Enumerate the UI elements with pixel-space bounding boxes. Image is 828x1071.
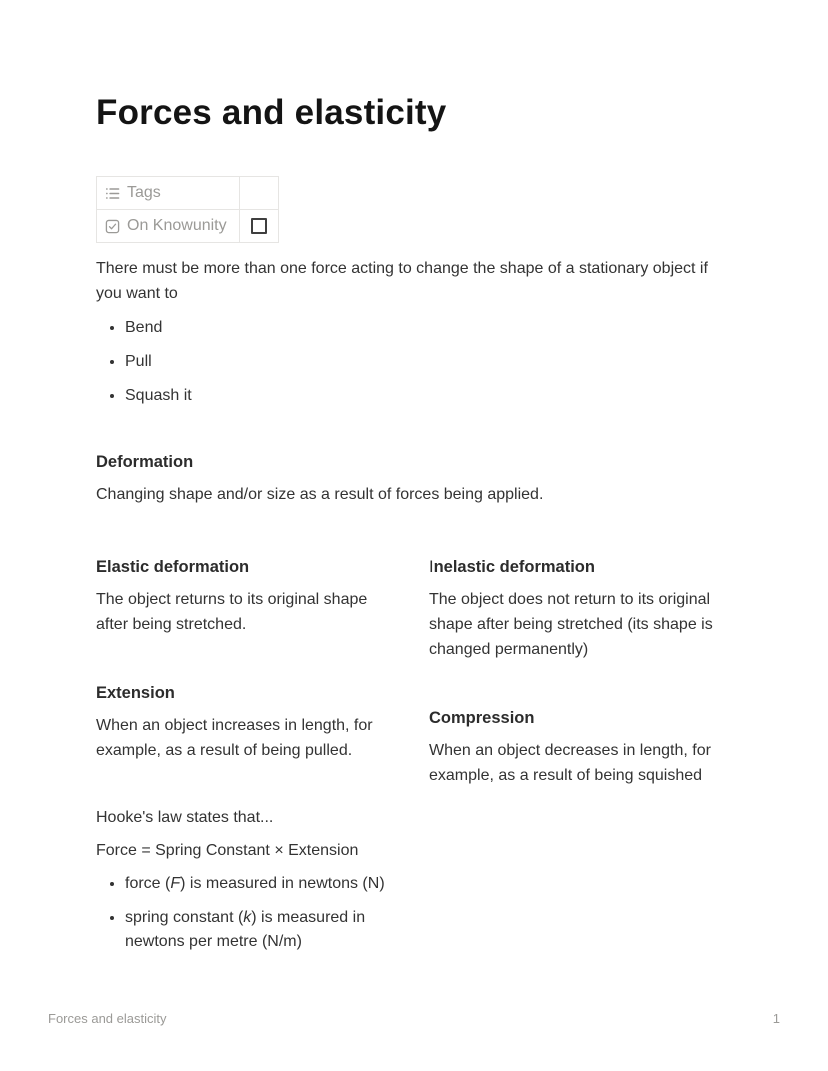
page-footer bbox=[48, 1011, 780, 1027]
extension-heading: Extension bbox=[96, 684, 175, 702]
hookes-law-bullet-list bbox=[96, 872, 399, 954]
intro-bullet-list bbox=[96, 316, 732, 408]
spring-constant-symbol: k bbox=[243, 909, 252, 926]
list-item bbox=[125, 384, 732, 408]
property-tags-value[interactable] bbox=[240, 177, 279, 210]
force-symbol: F bbox=[170, 875, 181, 892]
properties-table bbox=[96, 176, 279, 243]
inelastic-deformation-heading bbox=[429, 555, 732, 579]
property-knowunity-label: On Knowunity bbox=[127, 217, 227, 234]
left-column bbox=[96, 555, 399, 964]
hookes-law-formula: Force = Spring Constant × Extension bbox=[96, 842, 359, 859]
right-column bbox=[429, 555, 732, 964]
list-item-text: spring constant (k) is measured in newtons per metre (N/m) bbox=[125, 909, 366, 950]
compression-heading: Compression bbox=[429, 709, 535, 727]
property-knowunity-cell[interactable] bbox=[97, 210, 240, 243]
footer-page-number: 1 bbox=[772, 1011, 780, 1026]
page-title: Forces and elasticity bbox=[96, 93, 447, 132]
footer-document-title: Forces and elasticity bbox=[48, 1011, 167, 1026]
list-item-text: Pull bbox=[125, 353, 152, 370]
elastic-deformation-body: The object returns to its original shape after being stretched. bbox=[96, 591, 368, 633]
deformation-body: Changing shape and/or size as a result of forces being applied. bbox=[96, 486, 544, 503]
compression-body: When an object decreases in length, for example, as a result of being squished bbox=[429, 742, 711, 784]
property-tags-label: Tags bbox=[127, 184, 161, 201]
inelastic-heading-initial: I bbox=[429, 558, 434, 576]
property-tags-cell[interactable] bbox=[97, 177, 240, 210]
property-row-knowunity[interactable] bbox=[97, 210, 279, 243]
two-column-block bbox=[96, 555, 732, 964]
property-knowunity-value bbox=[240, 210, 279, 243]
intro-paragraph: There must be more than one force acting to change the shape of a stationary object if you want to bbox=[96, 260, 708, 302]
inelastic-heading-rest: nelastic deformation bbox=[433, 558, 595, 576]
list-item-text: Bend bbox=[125, 319, 163, 336]
hookes-law-intro: Hooke's law states that... bbox=[96, 809, 274, 826]
bulleted-list-icon bbox=[105, 186, 120, 201]
list-item bbox=[125, 350, 732, 374]
elastic-deformation-heading: Elastic deformation bbox=[96, 558, 250, 576]
deformation-heading: Deformation bbox=[96, 453, 194, 471]
deformation-section bbox=[96, 450, 732, 507]
list-item-text: Squash it bbox=[125, 387, 192, 404]
list-item-text: force (F) is measured in newtons (N) bbox=[125, 875, 385, 892]
knowunity-checkbox[interactable] bbox=[251, 218, 267, 234]
list-item bbox=[125, 316, 732, 340]
extension-body: When an object increases in length, for example, as a result of being pulled. bbox=[96, 717, 373, 759]
checkbox-icon bbox=[105, 219, 120, 234]
property-row-tags[interactable] bbox=[97, 177, 279, 210]
inelastic-deformation-body: The object does not return to its original shape after being stretched (its shape is changed permanently) bbox=[429, 591, 713, 658]
list-item bbox=[125, 906, 399, 954]
list-item bbox=[125, 872, 399, 896]
